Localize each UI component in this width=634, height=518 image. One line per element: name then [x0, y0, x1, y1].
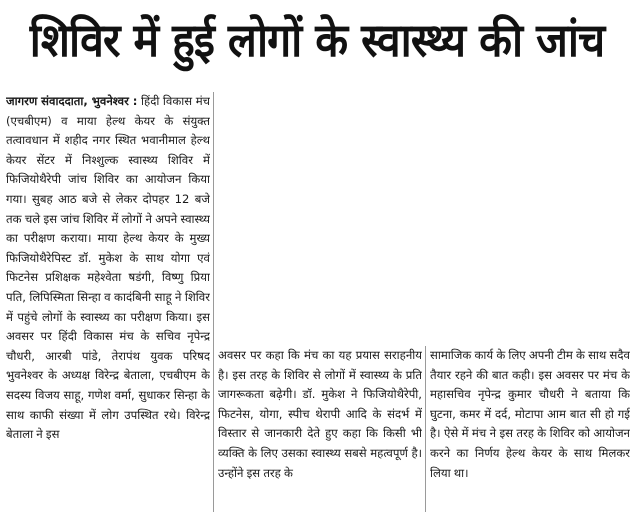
article-column-3: [430, 346, 630, 512]
column-divider: [425, 346, 426, 512]
headline: शिविर में हुई लोगों के स्वास्थ्य की जांच: [29, 13, 605, 67]
article-column-2: [218, 346, 422, 512]
column-2-body: अवसर पर कहा कि मंच का यह प्रयास सराहनीय है। इस तरह के शिविर से लोगों में स्वास्थ्य के प्रति जागरूकता बढ़ेगी। डॉ. मुकेश ने फिजियोथैरेपी, फिटनेस, योगा, स्पीच थेरापी आदि के संदर्भ में विस्तार से जानकारी देते हुए कहा कि किसी भी व्यक्ति के लिए उसका स्वास्थ्य सबसे महत्वपूर्ण है। उन्होंने इस तरह के: [218, 348, 422, 480]
column-3-body: सामाजिक कार्य के लिए अपनी टीम के साथ सदैव तैयार रहने की बात कही। इस अवसर पर मंच के महासचिव नृपेन्द्र कुमार चौधरी ने बताया कि घुटना, कमर में दर्द, मोटापा आम बात सी हो गई है। ऐसे में मंच ने इस तरह के शिविर को आयोजन करने का निर्णय हेल्थ केयर के साथ मिलकर लिया था।: [430, 348, 630, 480]
dateline: जागरण संवाददाता, भुवनेश्वर :: [6, 94, 138, 108]
column-1-body: हिंदी विकास मंच (एचबीएम) व माया हेल्थ केयर के संयुक्त तत्वावधान में शहीद नगर स्थित भवानीमाल हेल्थ केयर सेंटर में निश्शुल्क स्वास्थ्य शिविर में फिजियोथैरेपी जांच शिविर का आयोजन किया गया। सुबह आठ बजे से लेकर दोपहर 12 बजे तक चले इस जांच शिविर में लोगों ने अपने स्वास्थ्य का परीक्षण कराया। माया हेल्थ केयर के मुख्य फिजियोथैरेपिस्ट डॉ. मुकेश के साथ योगा एवं फिटनेस प्रशिक्षक महेश्वेता षडंगी, विष्णु प्रिया पति, लिपिस्मिता सिन्हा व कादंबिनी साहू ने शिविर में पहुंचे लोगों के स्वास्थ्य का परीक्षण किया। इस अवसर पर हिंदी विकास मंच के सचिव नृपेन्द्र चौधरी, आरबी पांडे, तेरापंथ युवक परिषद भुवनेश्वर के अध्यक्ष विरेन्द्र बेताला, एचबीएम के सदस्य विजय साहू, गणेश वर्मा, सुधाकर सिन्हा के साथ काफी संख्या में लोग उपस्थित रथे। विरेन्द्र बेताला ने इस: [6, 94, 210, 442]
column-divider: [213, 92, 214, 512]
column-1-text: [6, 92, 210, 445]
article-column-1: [6, 92, 210, 512]
